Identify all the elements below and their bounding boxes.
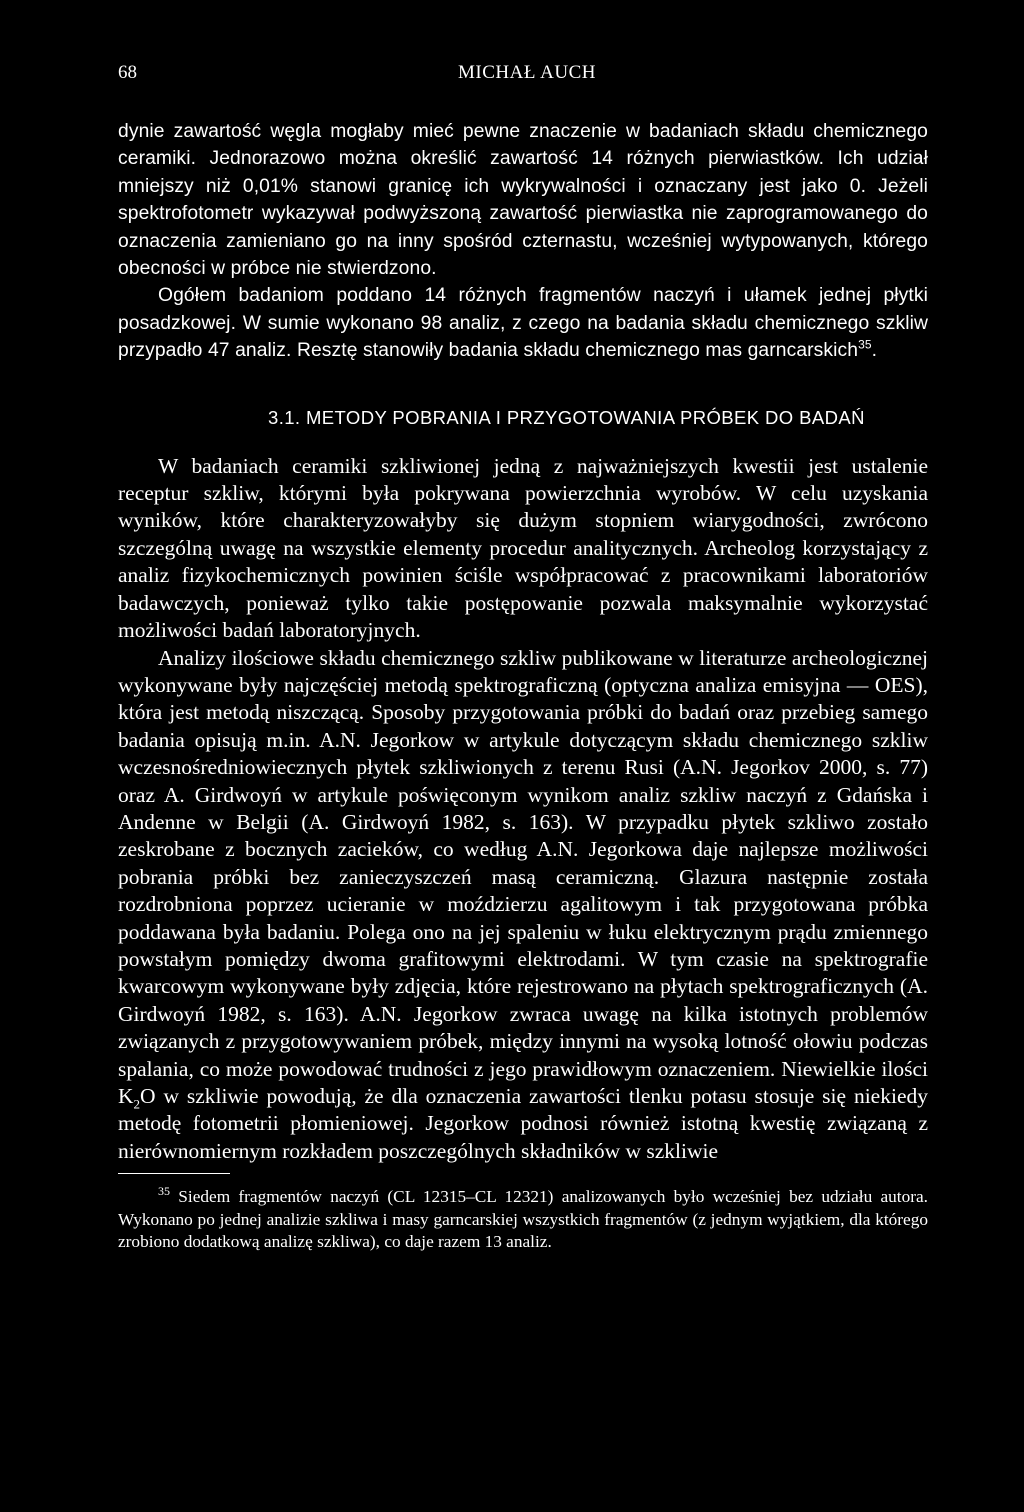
footnote-divider [118, 1173, 230, 1174]
book-page [118, 62, 928, 1254]
body-paragraph-1: W badaniach ceramiki szkliwionej jedną z najważniejszych kwestii jest ustalenie receptur szkliw, którymi była pokrywana powierzchnia wyrobów. W celu uzyskania wyników, które charakteryzowałyby się dużym stopniem wiarygodności, zwrócono szczególną uwagę na wszystkie elementy procedur analitycznych. Archeolog korzystający z analiz fizykochemicznych powinien ściśle współpracować z pracownikami laboratoriów badawczych, ponieważ tylko takie postępowanie pozwala maksymalnie wykorzystać możliwości badań laboratoryjnych. [118, 453, 928, 643]
intro-paragraph-1: dynie zawartość węgla mogłaby mieć pewne znaczenie w badaniach składu chemicznego ceramiki. Jednorazowo można określić zawartość 14 różnych pierwiastków. Ich udział mniejszy niż 0,01% stanowi granicę ich wykrywalności i oznaczany jest jako 0. Jeżeli spektrofotometr wykazywał podwyższoną zawartość pierwiastka nie zaprogramowanego do oznaczenia zamieniano go na inny spośród czternastu, wcześniej wytypowanych, którego obecności w próbce nie stwierdzono. [118, 121, 928, 280]
body-paragraph-2-b: O w szkliwie powodują, że dla oznaczenia zawartości tlenku potasu stosuje się niekiedy metodę fotometrii płomieniowej. Jegorkow podnosi również istotną kwestię związaną z nierównomiernym rozkładem poszczególnych składników w szkliwie [118, 1084, 928, 1163]
body-text [118, 453, 928, 1166]
footnote-reference[interactable]: 35 [858, 337, 872, 352]
running-head [118, 62, 928, 96]
intro-paragraph-2-end: . [871, 340, 878, 362]
body-paragraph-2-a: Analizy ilościowe składu chemicznego szkliw publikowane w literaturze archeologicznej wykonywane były najczęściej metodą spektrograficzną (optyczna analiza emisyjna — OES), która jest metodą niszczącą. Sposoby przygotowania próbki do badań oraz przebieg samego badania opisują m.in. A.N. Jegorkow w artykule dotyczącym składu chemicznego szkliw wczesnośredniowiecznych płytek szkliwionych z terenu Rusi (A.N. Jegorkov 2000, s. 77) oraz A. Girdwoyń w artykule poświęconym wynikom analiz szkliw naczyń z Gdańska i Andenne w Belgii (A. Girdwoyń 1982, s. 163). W przypadku płytek szkliwo zostało zeskrobane z bocznych zacieków, co według A.N. Jegorkowa daje najlepsze możliwości pobrania próbki bez zanieczyszczeń masą ceramiczną. Glazura następnie została rozdrobniona poprzez ucieranie w moździerzu agalitowym i tak przygotowana próbka poddawana była badaniu. Polega ono na jej spaleniu w łuku elektrycznym prądu zmiennego powstałym pomiędzy dwoma grafitowymi elektrodami. W tym czasie na spektrografie kwarcowym wykonywane były zdjęcia, które rejestrowano na płytach spektrograficznych (A. Girdwoyń 1982, s. 163). A.N. Jegorkow zwraca uwagę na kilka istotnych problemów związanych z przygotowywaniem próbek, między innymi na wysoką lotność ołowiu podczas spalania, co może powodować trudności z jego prawidłowym oznaczeniem. Niewielkie ilości K [118, 645, 928, 1108]
body-paragraph-2 [118, 645, 928, 1166]
section-heading: 3.1. METODY POBRANIA I PRZYGOTOWANIA PRÓBEK DO BADAŃ [268, 406, 865, 428]
footnote [118, 1186, 928, 1254]
running-title: MICHAŁ AUCH [458, 62, 596, 83]
footnote-mark: 35 [158, 1184, 170, 1199]
page-number: 68 [118, 62, 137, 83]
intro-text [118, 118, 928, 365]
intro-paragraph-2-text: Ogółem badaniom poddano 14 różnych fragmentów naczyń i ułamek jednej płytki posadzkowej. W sumie wykonano 98 analiz, z czego na badania składu chemicznego szkliw przypadło 47 analiz. Resztę stanowiły badania składu chemicznego mas garncarskich [118, 285, 928, 362]
subscript: 2 [133, 1096, 141, 1112]
intro-paragraph-2 [118, 282, 928, 364]
footnote-text: Siedem fragmentów naczyń (CL 12315–CL 12321) analizowanych było wcześniej bez udziału autora. Wykonano po jednej analizie szkliwa i masy garncarskiej wszystkich fragmentów (z jednym wyjątkiem, dla którego zrobiono dodatkową analizę szkliwa), co daje razem 13 analiz. [118, 1187, 928, 1252]
